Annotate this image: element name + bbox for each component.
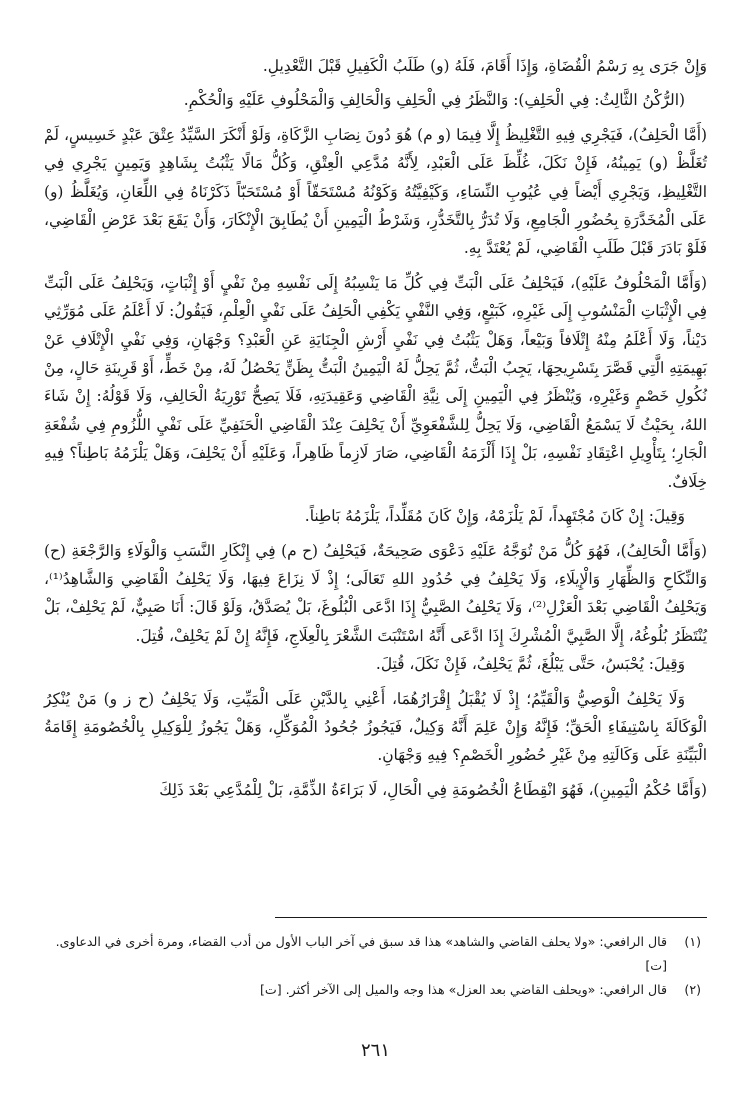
footnote-text: قال الرافعي: «ويحلف القاضي بعد العزل» هذا وجه والميل إلى الآخر أكثر. [ت] <box>259 982 667 997</box>
paragraph-8: وَلَا يَحْلِفُ الْوَصِيُّ وَالْقَيِّمُ؛ إِذْ لَا يُقْبَلُ إِقْرَارُهُمَا، أَعْنِي بِالدَّيْنِ عَلَى الْمَيِّتِ، وَلَا يَحْلِفُ (ح ز و) مَنْ يُنْكِرُ الْوَكَالَةَ بِاسْتِيفَاءِ الْحَقِّ؛ فَإِنَّهُ وَإِنْ عَلِمَ أَنَّهُ وَكِيلٌ، فَيَجُوزُ جُحُودُ الْمُوَكِّلِ، وَهَلْ يَجُوزُ لِلْوَكِيلِ بِالْخُصُومَةِ إِقَامَةُ الْبَيِّنَةِ عَلَى وَكَالَتِهِ مِنْ غَيْرِ حُضُورِ الْخَصْمِ؟ فِيهِ وَجْهَانِ. <box>44 689 707 765</box>
footnotes <box>44 930 707 1002</box>
footnote-number: (٢) <box>684 982 701 997</box>
paragraph-6: (وَأَمَّا الْحَالِفُ)، فَهُوَ كُلُّ مَنْ تُوَجَّهُ عَلَيْهِ دَعْوَى صَحِيحَةٌ، فَيَحْلِفُ (ح م) فِي إِنْكَارِ النَّسَبِ وَالْوَلَاءِ وَالرَّجْعَةِ (ح) وَالنِّكَاحِ وَالظِّهَارِ وَالْإِيلَاءِ، وَلَا يَحْلِفُ فِي حُدُودِ اللهِ تَعَالَى؛ إِذْ لَا نِزَاعَ فِيهَا، وَلَا يَحْلِفُ الْقَاضِي وَالشَّاهِدُ⁽¹⁾، وَيَحْلِفُ الْقَاضِي بَعْدَ الْعَزْلِ⁽²⁾، وَلَا يَحْلِفُ الصَّبِيُّ إِذَا ادَّعَى الْبُلُوغَ، بَلْ يُصَدَّقُ، وَلَوْ قَالَ: أَنَا صَبِيٌّ، لَمْ يَحْلِفْ، بَلْ يُنْتَظَرُ بُلُوغُهُ، إِلَّا الصَّبِيَّ الْمُشْرِكَ إِذَا ادَّعَى أَنَّهُ اسْتَنْبَتَ الشَّعْرَ بِالْعِلَاجِ، فَإِنَّهُ إِنْ لَمْ يَحْلِفْ، قُتِلَ. <box>44 541 708 645</box>
paragraph-3: (أَمَّا الْحَلِفُ)، فَيَجْرِي فِيهِ التَّغْلِيظُ إِلَّا فِيمَا (و م) هُوَ دُونَ نِصَابِ الزَّكَاةِ، وَلَوْ أَنْكَرَ السَّيِّدُ عِتْقَ عَبْدٍ خَسِيسٍ، لَمْ تُغَلَّظْ (و) يَمِينُهُ، فَإِنْ نَكَلَ، غُلِّظَ عَلَى الْعَبْدِ، لِأَنَّهُ مُدَّعِي الْعِتْقِ، وَكُلُّ مَالًا يَثْبُتُ بِشَاهِدٍ وَيَمِينٍ يَجْرِي فِي التَّغْلِيظِ، وَيَجْرِي أَيْضاً فِي عُيُوبِ النِّسَاءِ، وَكَيْفِيَّتُهُ وَكَوْنُهُ مُسْتَحَقّاً أَوْ مُسْتَحَبّاً ذَكَرْنَاهُ فِي اللِّعَانِ، وَيُغَلَّظُ (و) عَلَى الْمُخَدَّرَةِ بِحُضُورِ الْجَامِعِ، وَلَا تُدَرُّ بِالتَّخَدُّرِ، وَشَرْطُ الْيَمِينِ أَنْ يُطَابِقَ الْإِنْكَارَ، وَأَنْ يَقَعَ بَعْدَ عَرْضِ الْقَاضِي، فَلَوْ بَادَرَ قَبْلَ طَلَبِ الْقَاضِي، لَمْ يُعْتَدَّ بِهِ. <box>44 125 707 258</box>
page-number: ٢٦١ <box>360 1040 390 1061</box>
footnote-separator <box>275 917 707 918</box>
paragraph-1: وَإِنْ جَرَى بِهِ رَسْمُ الْقُضَاةِ، وَإِذَا أَقَامَ، فَلَهُ (و) طَلَبُ الْكَفِيلِ قَبْلَ التَّعْدِيلِ. <box>262 57 707 75</box>
footnote-2 <box>44 978 707 1002</box>
main-text <box>44 52 707 804</box>
footnote-1 <box>44 930 707 978</box>
footnote-text: قال الرافعي: «ولا يحلف القاضي والشاهد» هذا قد سبق في آخر الباب الأول من أدب القضاء، ومرة أخرى في الدعاوى. [ت] <box>55 934 667 973</box>
paragraph-2: (الرُّكْنُ الثَّالِثُ: فِي الْحَلِفِ): وَالنَّظَرُ فِي الْحَلِفِ وَالْحَالِفِ وَالْمَحْلُوفِ عَلَيْهِ وَالْحُكْمِ. <box>183 91 685 110</box>
paragraph-4: (وَأَمَّا الْمَحْلُوفُ عَلَيْهِ)، فَيَحْلِفُ عَلَى الْبَتِّ فِي كُلِّ مَا يَنْسِبُهُ إِلَى نَفْسِهِ مِنْ نَفْيٍ أَوْ إِثْبَاتٍ، وَيَحْلِفُ عَلَى الْبَتِّ فِي الْإِثْبَاتِ الْمَنْسُوبِ إِلَى غَيْرِهِ، كَبَيْعٍ، وَفِي النَّفْيِ يَكْفِي الْحَلِفُ عَلَى نَفْيِ الْعِلْمِ، فَيَقُولُ: لَا أَعْلَمُ عَلَى مُوَرِّثِي دَيْناً، وَلَا أَعْلَمُ مِنْهُ إِتْلَافاً وَبَيْعاً، وَهَلْ يَثْبُتُ فِي نَفْيِ أَرْشِ الْجِنَايَةِ عَنِ الْعَبْدِ؟ وَجْهَانِ، وَفِي نَفْيِ الْإِتْلَافِ عَنْ بَهِيمَتِهِ الَّتِي قَصَّرَ بِتَسْرِيحِهَا، يَجِبُ الْبَتُّ، ثُمَّ يَحِلُّ لَهُ الْيَمِينُ الْبَتُّ بِظَنٍّ يَحْصُلُ لَهُ، مِنْ خَطٍّ، أَوْ قَرِينَةِ حَالٍ، مِنْ نُكُولِ خَصْمٍ وَغَيْرِهِ، وَيُنْظَرُ فِي الْيَمِينِ إِلَى نِيَّةِ الْقَاضِي وَعَقِيدَتِهِ، فَلَا يَصِحُّ تَوْرِيَةُ الْحَالِفِ، وَلَا قَوْلُهُ: إِنْ شَاءَ اللهُ، بِحَيْثُ لَا يَسْمَعُ الْقَاضِي، وَلَا يَحِلُّ لِلشَّفْعَوِيِّ أَنْ يَحْلِفَ عِنْدَ الْقَاضِي الْحَنَفِيِّ عَلَى نَفْيِ اللُّزُومِ فِي شُفْعَةِ الْجَارِ؛ بِتَأْوِيلِ اعْتِقَادِ نَفْسِهِ، بَلْ إِذَا أَلْزَمَهُ الْقَاضِي، صَارَ لَازِماً ظَاهِراً، وَعَلَيْهِ أَنْ يَحْلِفَ، وَهَلْ يَلْزَمُهُ بَاطِناً؟ فِيهِ خِلَافٌ. <box>44 273 707 491</box>
paragraph-9: (وَأَمَّا حُكْمُ الْيَمِينِ)، فَهُوَ انْقِطَاعُ الْخُصُومَةِ فِي الْحَالِ، لَا بَرَاءَةُ الذِّمَّةِ، بَلْ لِلْمُدَّعِي بَعْدَ ذَلِكَ <box>159 780 707 799</box>
paragraph-5: وَقِيلَ: إِنْ كَانَ مُجْتَهِداً، لَمْ يَلْزَمْهُ، وَإِنْ كَانَ مُقَلِّداً، يَلْزَمُهُ بَاطِناً. <box>304 507 685 526</box>
footnote-number: (١) <box>684 934 701 949</box>
paragraph-7: وَقِيلَ: يُحْبَسُ، حَتَّى يَبْلُغَ، ثُمَّ يَحْلِفُ، فَإِنْ نَكَلَ، قُتِلَ. <box>375 655 685 674</box>
